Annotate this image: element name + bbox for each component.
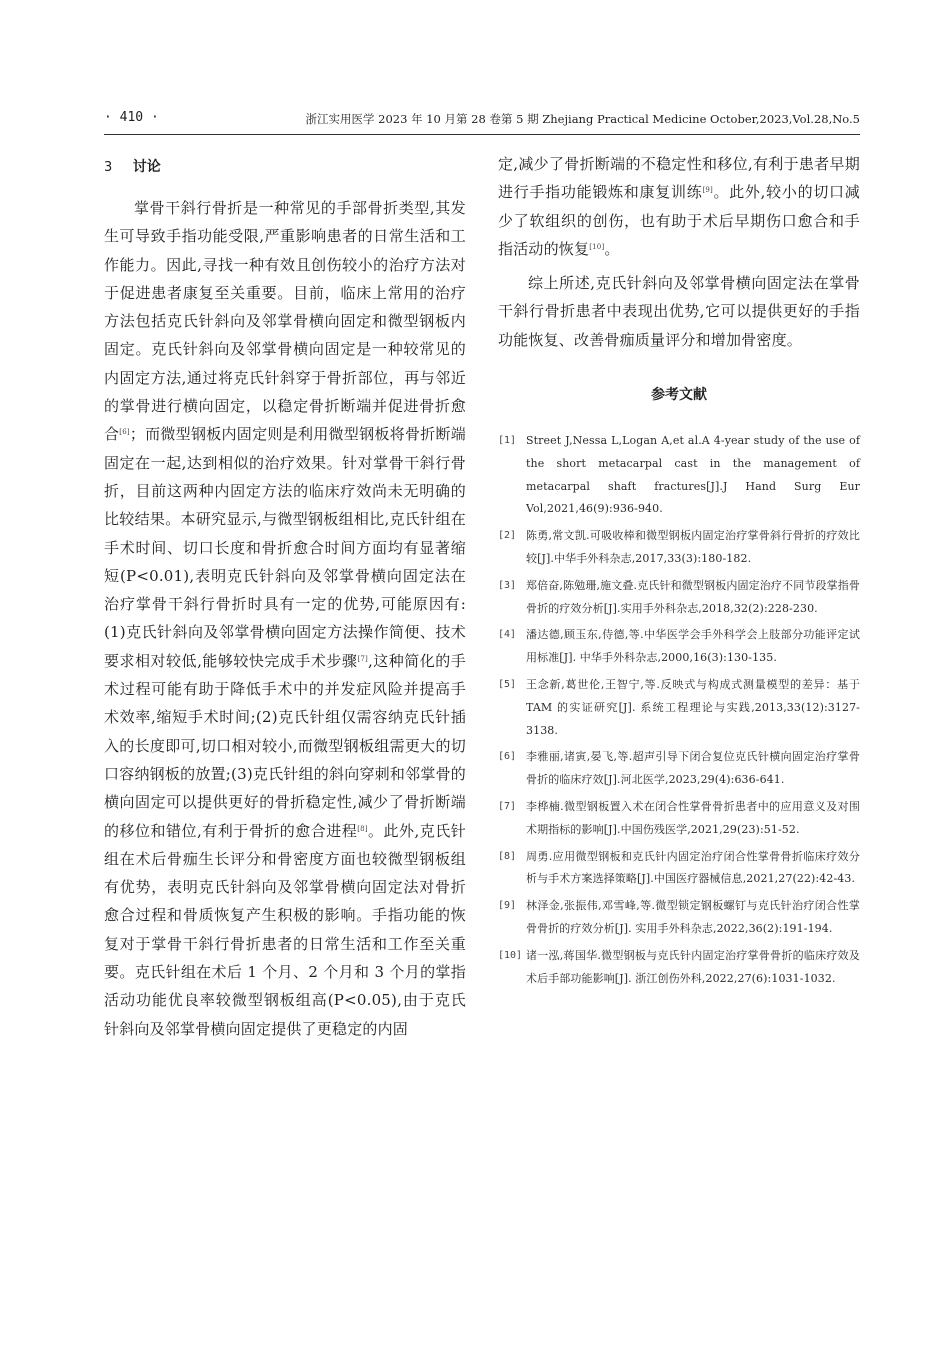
reference-item [498,846,860,892]
reference-item [498,796,860,842]
text-run: 。此外,较小的切口减少了软组织的创伤，也有助于术后早期伤口愈合和手指活动的恢复 [498,183,860,258]
reference-item [498,624,860,670]
reference-list [498,430,860,990]
page-number: · 410 · [104,110,159,125]
reference-number: [1] [498,435,517,447]
text-run: 掌骨干斜行骨折是一种常见的手部骨折类型,其发生可导致手指功能受限,严重影响患者的日常生活和工作能力。因此,寻找一种有效且创伤较小的治疗方法对于促进患者康复至关重要。目前，临床上常用的治疗方法包括克氏针斜向及邻掌骨横向固定和微型钢板内固定。克氏针斜向及邻掌骨横向固定是一种较常见的内固定方法,通过将克氏针斜穿于骨折部位，再与邻近的掌骨进行横向固定，以稳定骨折断端并促进骨折愈合 [104,199,466,444]
reference-text: 李桦楠.微型钢板置入术在闭合性掌骨骨折患者中的应用意义及对围术期指标的影响[J].中国伤残医学,2021,29(23):51-52. [526,800,860,836]
reference-item [498,945,860,991]
reference-item [498,674,860,742]
reference-item [498,895,860,941]
reference-text: Street J,Nessa L,Logan A,et al.A 4-year study of the use of the short metacarpal cast in the management of metacarpal shaft fractures[J].J Hand Surg Eur Vol,2021,46(9):936-940. [526,434,860,516]
discussion-paragraph-continued [498,150,860,263]
summary-paragraph: 综上所述,克氏针斜向及邻掌骨横向固定法在掌骨干斜行骨折患者中表现出优势,它可以提供更好的手指功能恢复、改善骨痂质量评分和增加骨密度。 [498,274,860,349]
citation-10: [10] [589,242,605,251]
reference-number: [9] [498,900,517,912]
reference-text: 王念新,葛世伦,王智宁,等.反映式与构成式测量模型的差异：基于 TAM 的实证研究[J]. 系统工程理论与实践,2013,33(12):3127-3138. [526,678,860,737]
section-number: 3 [104,160,113,175]
reference-number: [4] [498,629,517,641]
right-column [498,150,860,994]
reference-number: [2] [498,530,517,542]
discussion-paragraph [104,194,466,1043]
text-run: 定,减少了骨折断端的不稳定性和移位,有利于患者早期进行手指功能锻炼和康复训练 [498,155,860,202]
reference-text: 李雅丽,诸寅,晏飞,等.超声引导下闭合复位克氏针横向固定治疗掌骨骨折的临床疗效[J].河北医学,2023,29(4):636-641. [526,750,860,787]
reference-number: [3] [498,579,517,591]
text-run: ,这种简化的手术过程可能有助于降低手术中的并发症风险并提高手术效率,缩短手术时间;(2)克氏针组仅需容纳克氏针插入的长度即可,切口相对较小,而微型钢板组需更大的切口容纳钢板的放置;(3)克氏针组的斜向穿刺和邻掌骨的横向固定可以提供更好的骨折稳定性,减少了骨折断端的移位和错位,有利于骨折的愈合进程 [104,651,467,840]
citation-7: [7] [357,654,368,663]
reference-text: 潘达德,顾玉东,侍德,等.中华医学会手外科学会上肢部分功能评定试用标准[J]. 中华手外科杂志,2000,16(3):130-135. [526,628,860,665]
reference-item [498,430,860,521]
text-run: 。此外,克氏针组在术后骨痂生长评分和骨密度方面也较微型钢板组有优势，表明克氏针斜向及邻掌骨横向固定法对骨折愈合过程和骨质恢复产生积极的影响。手指功能的恢复对于掌骨干斜行骨折患者的日常生活和工作至关重要。克氏针组在术后 1 个月、2 个月和 3 个月的掌指活动功能优良率较微型钢板组高(P<0.05),由于克氏针斜向及邻掌骨横向固定提供了更稳定的内固 [104,821,467,1038]
reference-text: 周勇.应用微型钢板和克氏针内固定治疗闭合性掌骨骨折临床疗效分析与手术方案选择策略[J].中国医疗器械信息,2021,27(22):42-43. [526,849,860,886]
reference-number: [6] [498,751,517,763]
left-column [104,150,466,1043]
reference-item [498,525,860,571]
text-run: 。 [604,239,620,258]
reference-text: 郑倍奋,陈勉珊,施文叠.克氏针和微型钢板内固定治疗不同节段掌指骨骨折的疗效分析[J].实用手外科杂志,2018,32(2):228-230. [526,578,860,615]
citation-9: [9] [702,186,713,195]
reference-item [498,746,860,792]
journal-citation: 浙江实用医学 2023 年 10 月第 28 卷第 5 期 Zhejiang Practical Medicine October,2023,Vol.28,No.5 [305,112,860,126]
section-title: 讨论 [132,159,161,175]
reference-text: 陈勇,常文凯.可吸收棒和微型钢板内固定治疗掌骨斜行骨折的疗效比较[J].中华手外科杂志,2017,33(3):180-182. [526,529,860,566]
reference-text: 诸一泓,蒋国华.微型钢板与克氏针内固定治疗掌骨骨折的临床疗效及术后手部功能影响[J]. 浙江创伤外科,2022,27(6):1031-1032. [526,948,860,985]
text-run: ；而微型钢板内固定则是利用微型钢板将骨折断端固定在一起,达到相似的治疗效果。针对掌骨干斜行骨折，目前这两种内固定方法的临床疗效尚未无明确的比较结果。本研究显示,与微型钢板组相比,克氏针组在手术时间、切口长度和骨折愈合时间方面均有显著缩短(P<0.01),表明克氏针斜向及邻掌骨横向固定法在治疗掌骨干斜行骨折时具有一定的优势,可能原因有:(1)克氏针斜向及邻掌骨横向固定方法操作简便、技术要求相对较低,能够较快完成手术步骤 [104,425,467,670]
citation-8: [8] [357,824,368,833]
running-header [104,110,860,135]
reference-text: 林泽金,张振伟,邓雪峰,等.微型锁定钢板螺钉与克氏针治疗闭合性掌骨骨折的疗效分析[J]. 实用手外科杂志,2022,36(2):191-194. [526,899,860,936]
citation-6: [6] [119,428,130,437]
reference-number: [8] [498,850,517,862]
reference-number: [7] [498,801,517,813]
reference-number: [5] [498,679,517,691]
reference-number: [10] [498,949,523,961]
references-title: 参考文献 [651,387,707,404]
section-heading [104,152,466,182]
reference-item [498,575,860,621]
